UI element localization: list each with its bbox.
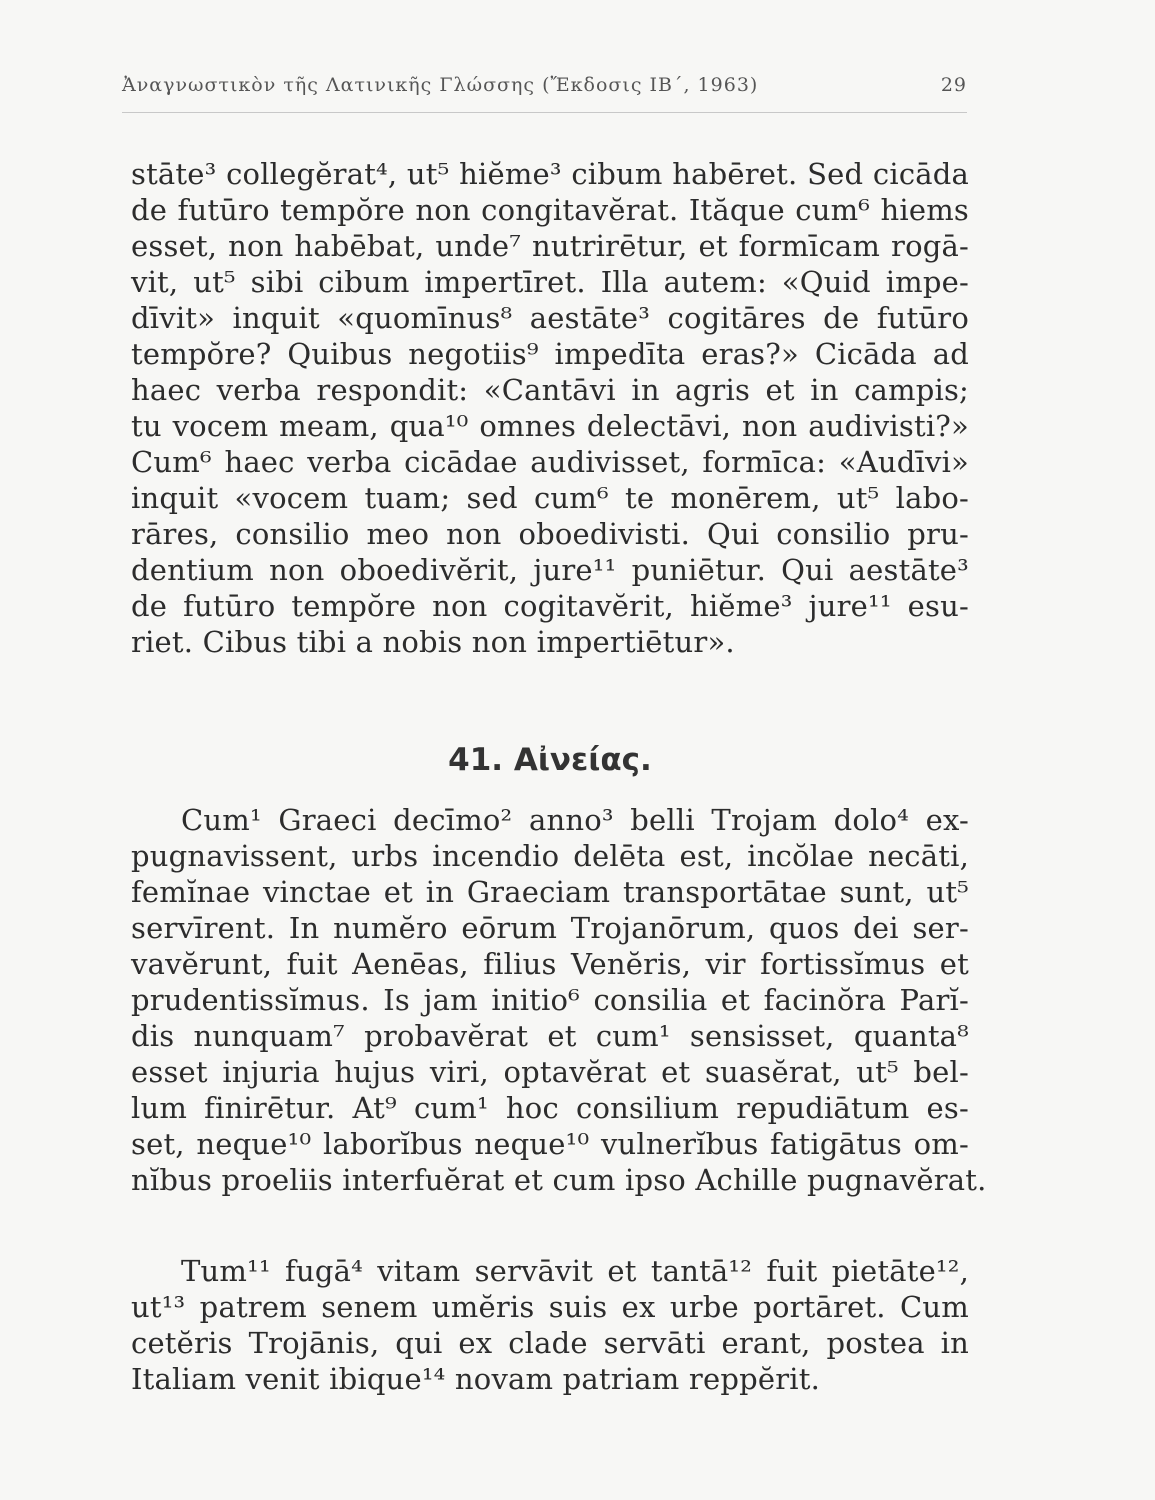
text-line: set, neque¹⁰ laborĭbus neque¹⁰ vulnerĭbus fatigātus om- [131,1127,969,1161]
text-line: vavĕrunt, fuit Aenēas, filius Venĕris, vir fortissĭmus et [131,947,969,981]
text-line: nĭbus proeliis interfuĕrat et cum ipso Achille pugnavĕrat. [131,1163,987,1197]
text-line: vit, ut⁵ sibi cibum impertīret. Illa autem: «Quid impe- [131,265,969,299]
text-line: riet. Cibus tibi a nobis non impertiētur». [131,625,735,659]
running-title: Ἀναγνωστικὸν τῆς Λατινικῆς Γλώσσης (Ἔκδοσις ΙΒ΄, 1963) [122,74,759,96]
text-line: femĭnae vinctae et in Graeciam transportātae sunt, ut⁵ [131,875,969,909]
paragraph-fable-end [131,156,969,660]
text-line: stāte³ collegĕrat⁴, ut⁵ hiĕme³ cibum habēret. Sed cicāda [131,157,969,191]
paragraph-aeneas-2 [131,1253,969,1397]
running-header [122,74,967,104]
text-line: servīrent. In numĕro eōrum Trojanōrum, quos dei ser- [131,911,969,945]
text-line: Italiam venit ibique¹⁴ novam patriam reppĕrit. [131,1362,821,1396]
text-line: tempŏre? Quibus negotiis⁹ impedīta eras?» Cicāda ad [131,337,969,371]
text-line: esset, non habēbat, unde⁷ nutrirētur, et formīcam rogā- [131,229,969,263]
text-line: Tum¹¹ fugā⁴ vitam servāvit et tantā¹² fuit pietāte¹², [181,1254,969,1288]
text-line: haec verba respondit: «Cantāvi in agris et in campis; [131,373,969,407]
header-rule [122,112,967,113]
text-line: inquit «vocem tuam; sed cum⁶ te monērem, ut⁵ labo- [131,481,969,515]
text-line: ut¹³ patrem senem umĕris suis ex urbe portāret. Cum [131,1290,969,1324]
paragraph-aeneas-1 [131,802,987,1198]
text-line: Cum¹ Graeci decīmo² anno³ belli Trojam dolo⁴ ex- [181,803,969,837]
text-line: Cum⁶ haec verba cicādae audivisset, formīca: «Audīvi» [131,445,969,479]
page-number: 29 [940,74,967,96]
text-line: prudentissĭmus. Is jam initio⁶ consilia et facinŏra Parĭ- [131,983,969,1017]
section-heading: 41. Αἰνείας. [448,742,652,778]
text-line: dis nunquam⁷ probavĕrat et cum¹ sensisset, quanta⁸ [131,1019,969,1053]
text-line: rāres, consilio meo non oboedivisti. Qui consilio pru- [131,517,969,551]
text-line: dīvit» inquit «quomīnus⁸ aestāte³ cogitāres de futūro [131,301,969,335]
text-line: dentium non oboedivĕrit, jure¹¹ puniētur. Qui aestāte³ [131,553,969,587]
text-line: de futūro tempŏre non congitavĕrat. Ităque cum⁶ hiems [131,193,969,227]
text-line: cetĕris Trojānis, qui ex clade servāti erant, postea in [131,1326,969,1360]
text-line: esset injuria hujus viri, optavĕrat et suasĕrat, ut⁵ bel- [131,1055,969,1089]
text-line: lum finirētur. At⁹ cum¹ hoc consilium repudiātum es- [131,1091,969,1125]
text-line: tu vocem meam, qua¹⁰ omnes delectāvi, non audivisti?» [131,409,969,443]
text-line: pugnavissent, urbs incendio delēta est, incŏlae necāti, [131,839,969,873]
text-line: de futūro tempŏre non cogitavĕrit, hiĕme³ jure¹¹ esu- [131,589,969,623]
